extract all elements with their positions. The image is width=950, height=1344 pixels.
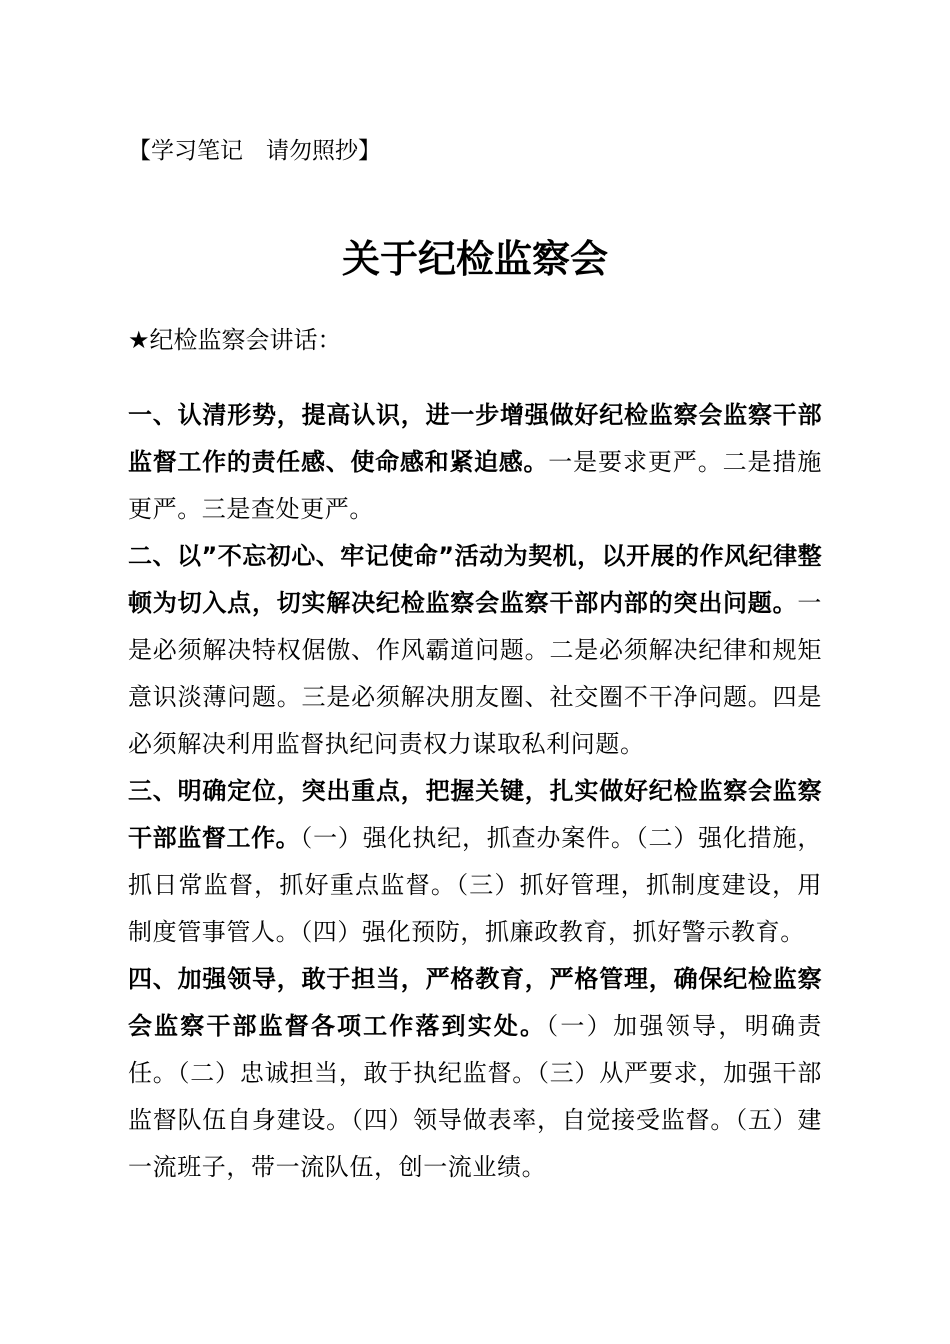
- section-2-heading: 二、以”不忘初心、牢记使命”活动为契机，以开展的作风纪律整顿为切入点，切实解决纪检监察会监察干部内部的突出问题。: [128, 542, 822, 617]
- section-1-paragraph: [128, 392, 822, 533]
- speech-subheading: ★纪检监察会讲话：: [128, 326, 342, 354]
- section-1-detail: 一是要求更严。二是措施更严。三是查处更严。: [128, 448, 822, 523]
- section-4-heading: 四、加强领导，敢于担当，严格教育，严格管理，确保纪检监察会监察干部监督各项工作落到实处。: [128, 965, 822, 1040]
- document-body: [128, 392, 822, 1191]
- section-4-paragraph: [128, 956, 822, 1191]
- section-1-heading: 一、认清形势，提高认识，进一步增强做好纪检监察会监察干部监督工作的责任感、使命感和紧迫感。: [128, 401, 822, 476]
- section-2-detail: 一是必须解决特权倨傲、作风霸道问题。二是必须解决纪律和规矩意识淡薄问题。三是必须解决朋友圈、社交圈不干净问题。四是必须解决利用监督执纪问责权力谋取私利问题。: [128, 589, 822, 758]
- section-4-detail: （一）加强领导，明确责任。（二）忠诚担当，敢于执纪监督。（三）从严要求，加强干部监督队伍自身建设。（四）领导做表率，自觉接受监督。（五）建一流班子，带一流队伍，创一流业绩。: [128, 1012, 822, 1181]
- document-title: 关于纪检监察会: [341, 236, 608, 281]
- section-2-paragraph: [128, 533, 822, 768]
- section-3-detail: （一）强化执纪，抓查办案件。（二）强化措施，抓日常监督，抓好重点监督。（三）抓好管理，抓制度建设，用制度管事管人。（四）强化预防，抓廉政教育，抓好警示教育。: [128, 824, 822, 946]
- study-note-label: 【学习笔记 请勿照抄】: [128, 138, 381, 164]
- section-3-paragraph: [128, 768, 822, 956]
- section-3-heading: 三、明确定位，突出重点，把握关键，扎实做好纪检监察会监察干部监督工作。: [128, 777, 822, 852]
